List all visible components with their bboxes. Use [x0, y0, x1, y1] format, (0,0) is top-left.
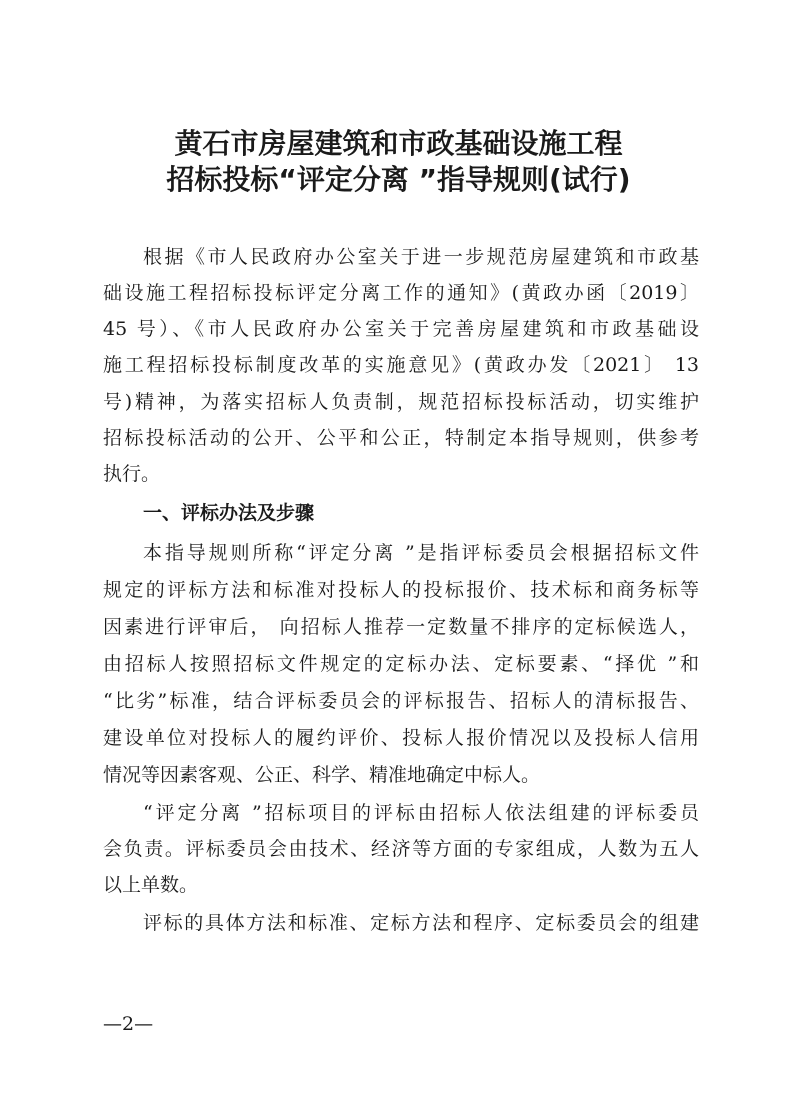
paragraph-line: 根据《市人民政府办公室关于进一步规范房屋建筑和市政基	[143, 246, 699, 268]
paragraph-line: 本指导规则所称“评定分离 ”是指评标委员会根据招标文件	[143, 542, 699, 564]
paragraph-line: 评标的具体方法和标准、定标方法和程序、定标委员会的组建	[143, 912, 699, 934]
paragraph-line: 招标投标活动的公开、公平和公正，特制定本指导规则，供参考	[103, 427, 699, 449]
paragraph-line: 号)精神，为落实招标人负责制，规范招标投标活动，切实维护	[103, 391, 699, 413]
page-number: —2—	[103, 1013, 154, 1035]
paragraph-line: 会负责。评标委员会由技术、经济等方面的专家组成，人数为五人	[103, 838, 699, 860]
paragraph-line: 规定的评标方法和标准对投标人的投标报价、技术标和商务标等	[103, 579, 699, 601]
paragraph-line: 执行。	[103, 463, 161, 485]
paragraph-line: 以上单数。	[103, 874, 199, 896]
paragraph-line: 45 号）、《市人民政府办公室关于完善房屋建筑和市政基础设	[103, 318, 699, 340]
paragraph-line: “评定分离 ”招标项目的评标由招标人依法组建的评标委员	[143, 802, 699, 824]
paragraph-line: 施工程招标投标制度改革的实施意见》(黄政办发〔2021〕 13	[103, 354, 699, 376]
paragraph-line: 情况等因素客观、公正、科学、精准地确定中标人。	[103, 764, 541, 786]
paragraph-line: 建设单位对投标人的履约评价、投标人报价情况以及投标人信用	[103, 727, 699, 749]
section-heading: 一、评标办法及步骤	[143, 502, 315, 524]
paragraph-line: 由招标人按照招标文件规定的定标办法、定标要素、“择优 ”和	[103, 653, 699, 675]
paragraph-line: 础设施工程招标投标评定分离工作的通知》(黄政办函〔2019〕	[103, 282, 699, 304]
document-title-line-2: 招标投标“评定分离 ”指导规则(试行)	[166, 163, 631, 196]
paragraph-line: “比劣”标准，结合评标委员会的评标报告、招标人的清标报告、	[103, 690, 699, 712]
document-title-line-1: 黄石市房屋建筑和市政基础设施工程	[174, 127, 623, 160]
paragraph-line: 因素进行评审后， 向招标人推荐一定数量不排序的定标候选人，	[103, 616, 699, 638]
